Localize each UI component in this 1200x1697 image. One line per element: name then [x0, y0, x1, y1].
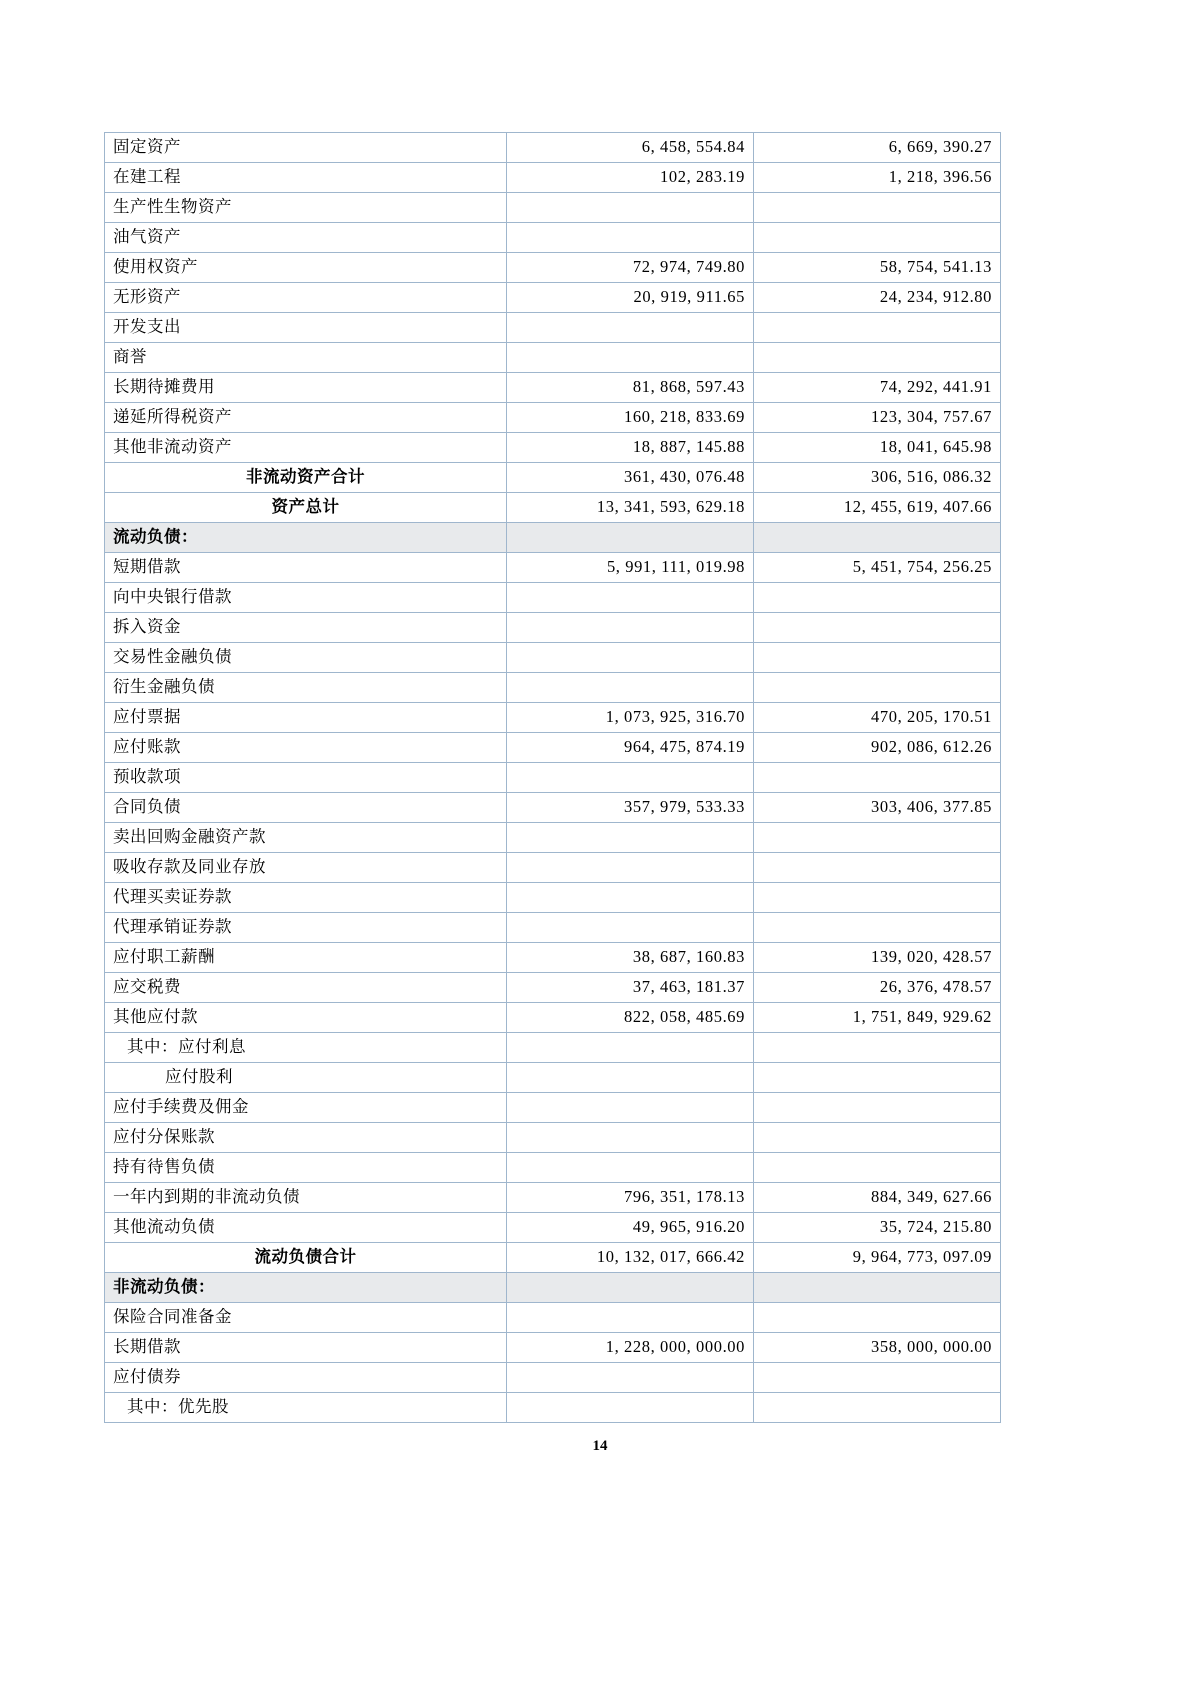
table-row [105, 313, 1001, 343]
row-value-period-end [507, 1033, 754, 1063]
table-row [105, 343, 1001, 373]
row-value-period-end [507, 913, 754, 943]
table-row [105, 463, 1001, 493]
row-value-period-start: 9, 964, 773, 097.09 [754, 1243, 1001, 1273]
row-label: 长期待摊费用 [105, 373, 507, 403]
balance-sheet-table [104, 132, 1001, 1423]
row-value-period-end [507, 1063, 754, 1093]
table-row [105, 1393, 1001, 1423]
row-value-period-start [754, 763, 1001, 793]
table-row [105, 1153, 1001, 1183]
row-value-period-end: 81, 868, 597.43 [507, 373, 754, 403]
table-row [105, 883, 1001, 913]
row-label: 流动负债合计 [105, 1243, 507, 1273]
table-row [105, 163, 1001, 193]
row-value-period-start [754, 1273, 1001, 1303]
row-label: 油气资产 [105, 223, 507, 253]
row-label: 其他应付款 [105, 1003, 507, 1033]
table-row [105, 643, 1001, 673]
table-row [105, 1213, 1001, 1243]
row-value-period-start: 5, 451, 754, 256.25 [754, 553, 1001, 583]
row-value-period-start: 18, 041, 645.98 [754, 433, 1001, 463]
row-value-period-start: 35, 724, 215.80 [754, 1213, 1001, 1243]
table-row [105, 733, 1001, 763]
row-label: 固定资产 [105, 133, 507, 163]
row-label: 非流动负债： [105, 1273, 507, 1303]
row-value-period-start [754, 883, 1001, 913]
row-value-period-start [754, 1363, 1001, 1393]
row-label: 应付手续费及佣金 [105, 1093, 507, 1123]
row-value-period-end [507, 193, 754, 223]
table-row [105, 1183, 1001, 1213]
row-value-period-start [754, 1393, 1001, 1423]
table-row [105, 1123, 1001, 1153]
row-value-period-start [754, 1123, 1001, 1153]
row-value-period-end: 357, 979, 533.33 [507, 793, 754, 823]
row-value-period-start [754, 853, 1001, 883]
row-value-period-end: 5, 991, 111, 019.98 [507, 553, 754, 583]
row-label: 开发支出 [105, 313, 507, 343]
row-value-period-end [507, 523, 754, 553]
row-label: 代理承销证券款 [105, 913, 507, 943]
table-row [105, 973, 1001, 1003]
table-row [105, 793, 1001, 823]
table-body [105, 133, 1001, 1423]
row-label: 应付股利 [105, 1063, 507, 1093]
row-value-period-start: 1, 751, 849, 929.62 [754, 1003, 1001, 1033]
row-value-period-end [507, 763, 754, 793]
table-row [105, 853, 1001, 883]
row-label: 生产性生物资产 [105, 193, 507, 223]
table-row [105, 133, 1001, 163]
row-value-period-start: 123, 304, 757.67 [754, 403, 1001, 433]
row-value-period-end [507, 883, 754, 913]
row-value-period-start [754, 823, 1001, 853]
row-label: 应付账款 [105, 733, 507, 763]
row-value-period-start: 26, 376, 478.57 [754, 973, 1001, 1003]
table-row [105, 943, 1001, 973]
row-label: 非流动资产合计 [105, 463, 507, 493]
row-value-period-start [754, 343, 1001, 373]
row-value-period-start [754, 583, 1001, 613]
table-row [105, 193, 1001, 223]
row-value-period-end: 49, 965, 916.20 [507, 1213, 754, 1243]
row-label: 无形资产 [105, 283, 507, 313]
table-row [105, 1093, 1001, 1123]
row-value-period-end: 6, 458, 554.84 [507, 133, 754, 163]
row-value-period-end [507, 583, 754, 613]
row-value-period-end [507, 1363, 754, 1393]
row-value-period-end: 37, 463, 181.37 [507, 973, 754, 1003]
table-row [105, 223, 1001, 253]
row-value-period-end [507, 1393, 754, 1423]
row-value-period-end [507, 853, 754, 883]
table-row [105, 613, 1001, 643]
row-value-period-start [754, 1093, 1001, 1123]
row-label: 拆入资金 [105, 613, 507, 643]
row-value-period-end [507, 613, 754, 643]
row-value-period-end: 20, 919, 911.65 [507, 283, 754, 313]
row-value-period-end: 10, 132, 017, 666.42 [507, 1243, 754, 1273]
row-value-period-start [754, 913, 1001, 943]
row-value-period-start: 139, 020, 428.57 [754, 943, 1001, 973]
table-row [105, 703, 1001, 733]
table-row [105, 1273, 1001, 1303]
row-label: 应付票据 [105, 703, 507, 733]
row-value-period-start [754, 313, 1001, 343]
row-value-period-end: 102, 283.19 [507, 163, 754, 193]
row-label: 一年内到期的非流动负债 [105, 1183, 507, 1213]
row-label: 在建工程 [105, 163, 507, 193]
row-label: 使用权资产 [105, 253, 507, 283]
row-value-period-start [754, 223, 1001, 253]
table-row [105, 1063, 1001, 1093]
row-value-period-end [507, 673, 754, 703]
row-value-period-start: 303, 406, 377.85 [754, 793, 1001, 823]
row-value-period-end [507, 343, 754, 373]
row-label: 交易性金融负债 [105, 643, 507, 673]
row-value-period-start: 6, 669, 390.27 [754, 133, 1001, 163]
row-value-period-start [754, 643, 1001, 673]
row-label: 吸收存款及同业存放 [105, 853, 507, 883]
row-value-period-start [754, 1033, 1001, 1063]
row-value-period-start [754, 1303, 1001, 1333]
row-label: 商誉 [105, 343, 507, 373]
row-value-period-start: 12, 455, 619, 407.66 [754, 493, 1001, 523]
row-label: 保险合同准备金 [105, 1303, 507, 1333]
row-value-period-start [754, 1063, 1001, 1093]
row-value-period-start: 306, 516, 086.32 [754, 463, 1001, 493]
row-label: 流动负债： [105, 523, 507, 553]
row-value-period-start: 1, 218, 396.56 [754, 163, 1001, 193]
row-value-period-start: 902, 086, 612.26 [754, 733, 1001, 763]
row-value-period-start [754, 523, 1001, 553]
row-value-period-start: 470, 205, 170.51 [754, 703, 1001, 733]
row-label: 合同负债 [105, 793, 507, 823]
row-value-period-end: 1, 228, 000, 000.00 [507, 1333, 754, 1363]
row-value-period-end [507, 223, 754, 253]
row-label: 持有待售负债 [105, 1153, 507, 1183]
row-label: 衍生金融负债 [105, 673, 507, 703]
table-row [105, 673, 1001, 703]
table-row [105, 1033, 1001, 1063]
row-value-period-start [754, 193, 1001, 223]
row-label: 其他非流动资产 [105, 433, 507, 463]
table-row [105, 583, 1001, 613]
row-value-period-start [754, 1153, 1001, 1183]
table-row [105, 823, 1001, 853]
table-row [105, 1333, 1001, 1363]
row-value-period-end: 13, 341, 593, 629.18 [507, 493, 754, 523]
table-row [105, 283, 1001, 313]
table-row [105, 1303, 1001, 1333]
table-row [105, 433, 1001, 463]
table-row [105, 523, 1001, 553]
row-value-period-end: 796, 351, 178.13 [507, 1183, 754, 1213]
row-label: 其中：优先股 [105, 1393, 507, 1423]
page-number: 14 [592, 1438, 608, 1454]
row-label: 递延所得税资产 [105, 403, 507, 433]
row-value-period-end: 822, 058, 485.69 [507, 1003, 754, 1033]
row-label: 卖出回购金融资产款 [105, 823, 507, 853]
table-row [105, 373, 1001, 403]
table-row [105, 403, 1001, 433]
row-value-period-end: 964, 475, 874.19 [507, 733, 754, 763]
row-value-period-start [754, 673, 1001, 703]
table-row [105, 913, 1001, 943]
row-label: 其中：应付利息 [105, 1033, 507, 1063]
row-value-period-start: 884, 349, 627.66 [754, 1183, 1001, 1213]
row-label: 长期借款 [105, 1333, 507, 1363]
table-row [105, 1243, 1001, 1273]
row-label: 应付分保账款 [105, 1123, 507, 1153]
row-value-period-start [754, 613, 1001, 643]
row-label: 向中央银行借款 [105, 583, 507, 613]
row-label: 代理买卖证券款 [105, 883, 507, 913]
table-row [105, 493, 1001, 523]
row-value-period-end [507, 1093, 754, 1123]
row-label: 应付债券 [105, 1363, 507, 1393]
row-label: 预收款项 [105, 763, 507, 793]
row-value-period-end: 72, 974, 749.80 [507, 253, 754, 283]
row-value-period-end: 160, 218, 833.69 [507, 403, 754, 433]
row-label: 其他流动负债 [105, 1213, 507, 1243]
row-value-period-end [507, 823, 754, 853]
row-value-period-end [507, 1303, 754, 1333]
table-row [105, 553, 1001, 583]
row-value-period-end [507, 643, 754, 673]
row-value-period-start: 358, 000, 000.00 [754, 1333, 1001, 1363]
row-value-period-end: 18, 887, 145.88 [507, 433, 754, 463]
table-row [105, 1363, 1001, 1393]
row-value-period-end [507, 1123, 754, 1153]
row-value-period-start: 58, 754, 541.13 [754, 253, 1001, 283]
table-row [105, 253, 1001, 283]
row-value-period-end [507, 313, 754, 343]
row-value-period-end: 361, 430, 076.48 [507, 463, 754, 493]
row-label: 资产总计 [105, 493, 507, 523]
row-value-period-start: 24, 234, 912.80 [754, 283, 1001, 313]
row-label: 短期借款 [105, 553, 507, 583]
row-value-period-start: 74, 292, 441.91 [754, 373, 1001, 403]
table-row [105, 763, 1001, 793]
row-label: 应付职工薪酬 [105, 943, 507, 973]
row-label: 应交税费 [105, 973, 507, 1003]
row-value-period-end: 1, 073, 925, 316.70 [507, 703, 754, 733]
row-value-period-end: 38, 687, 160.83 [507, 943, 754, 973]
row-value-period-end [507, 1273, 754, 1303]
table-row [105, 1003, 1001, 1033]
row-value-period-end [507, 1153, 754, 1183]
